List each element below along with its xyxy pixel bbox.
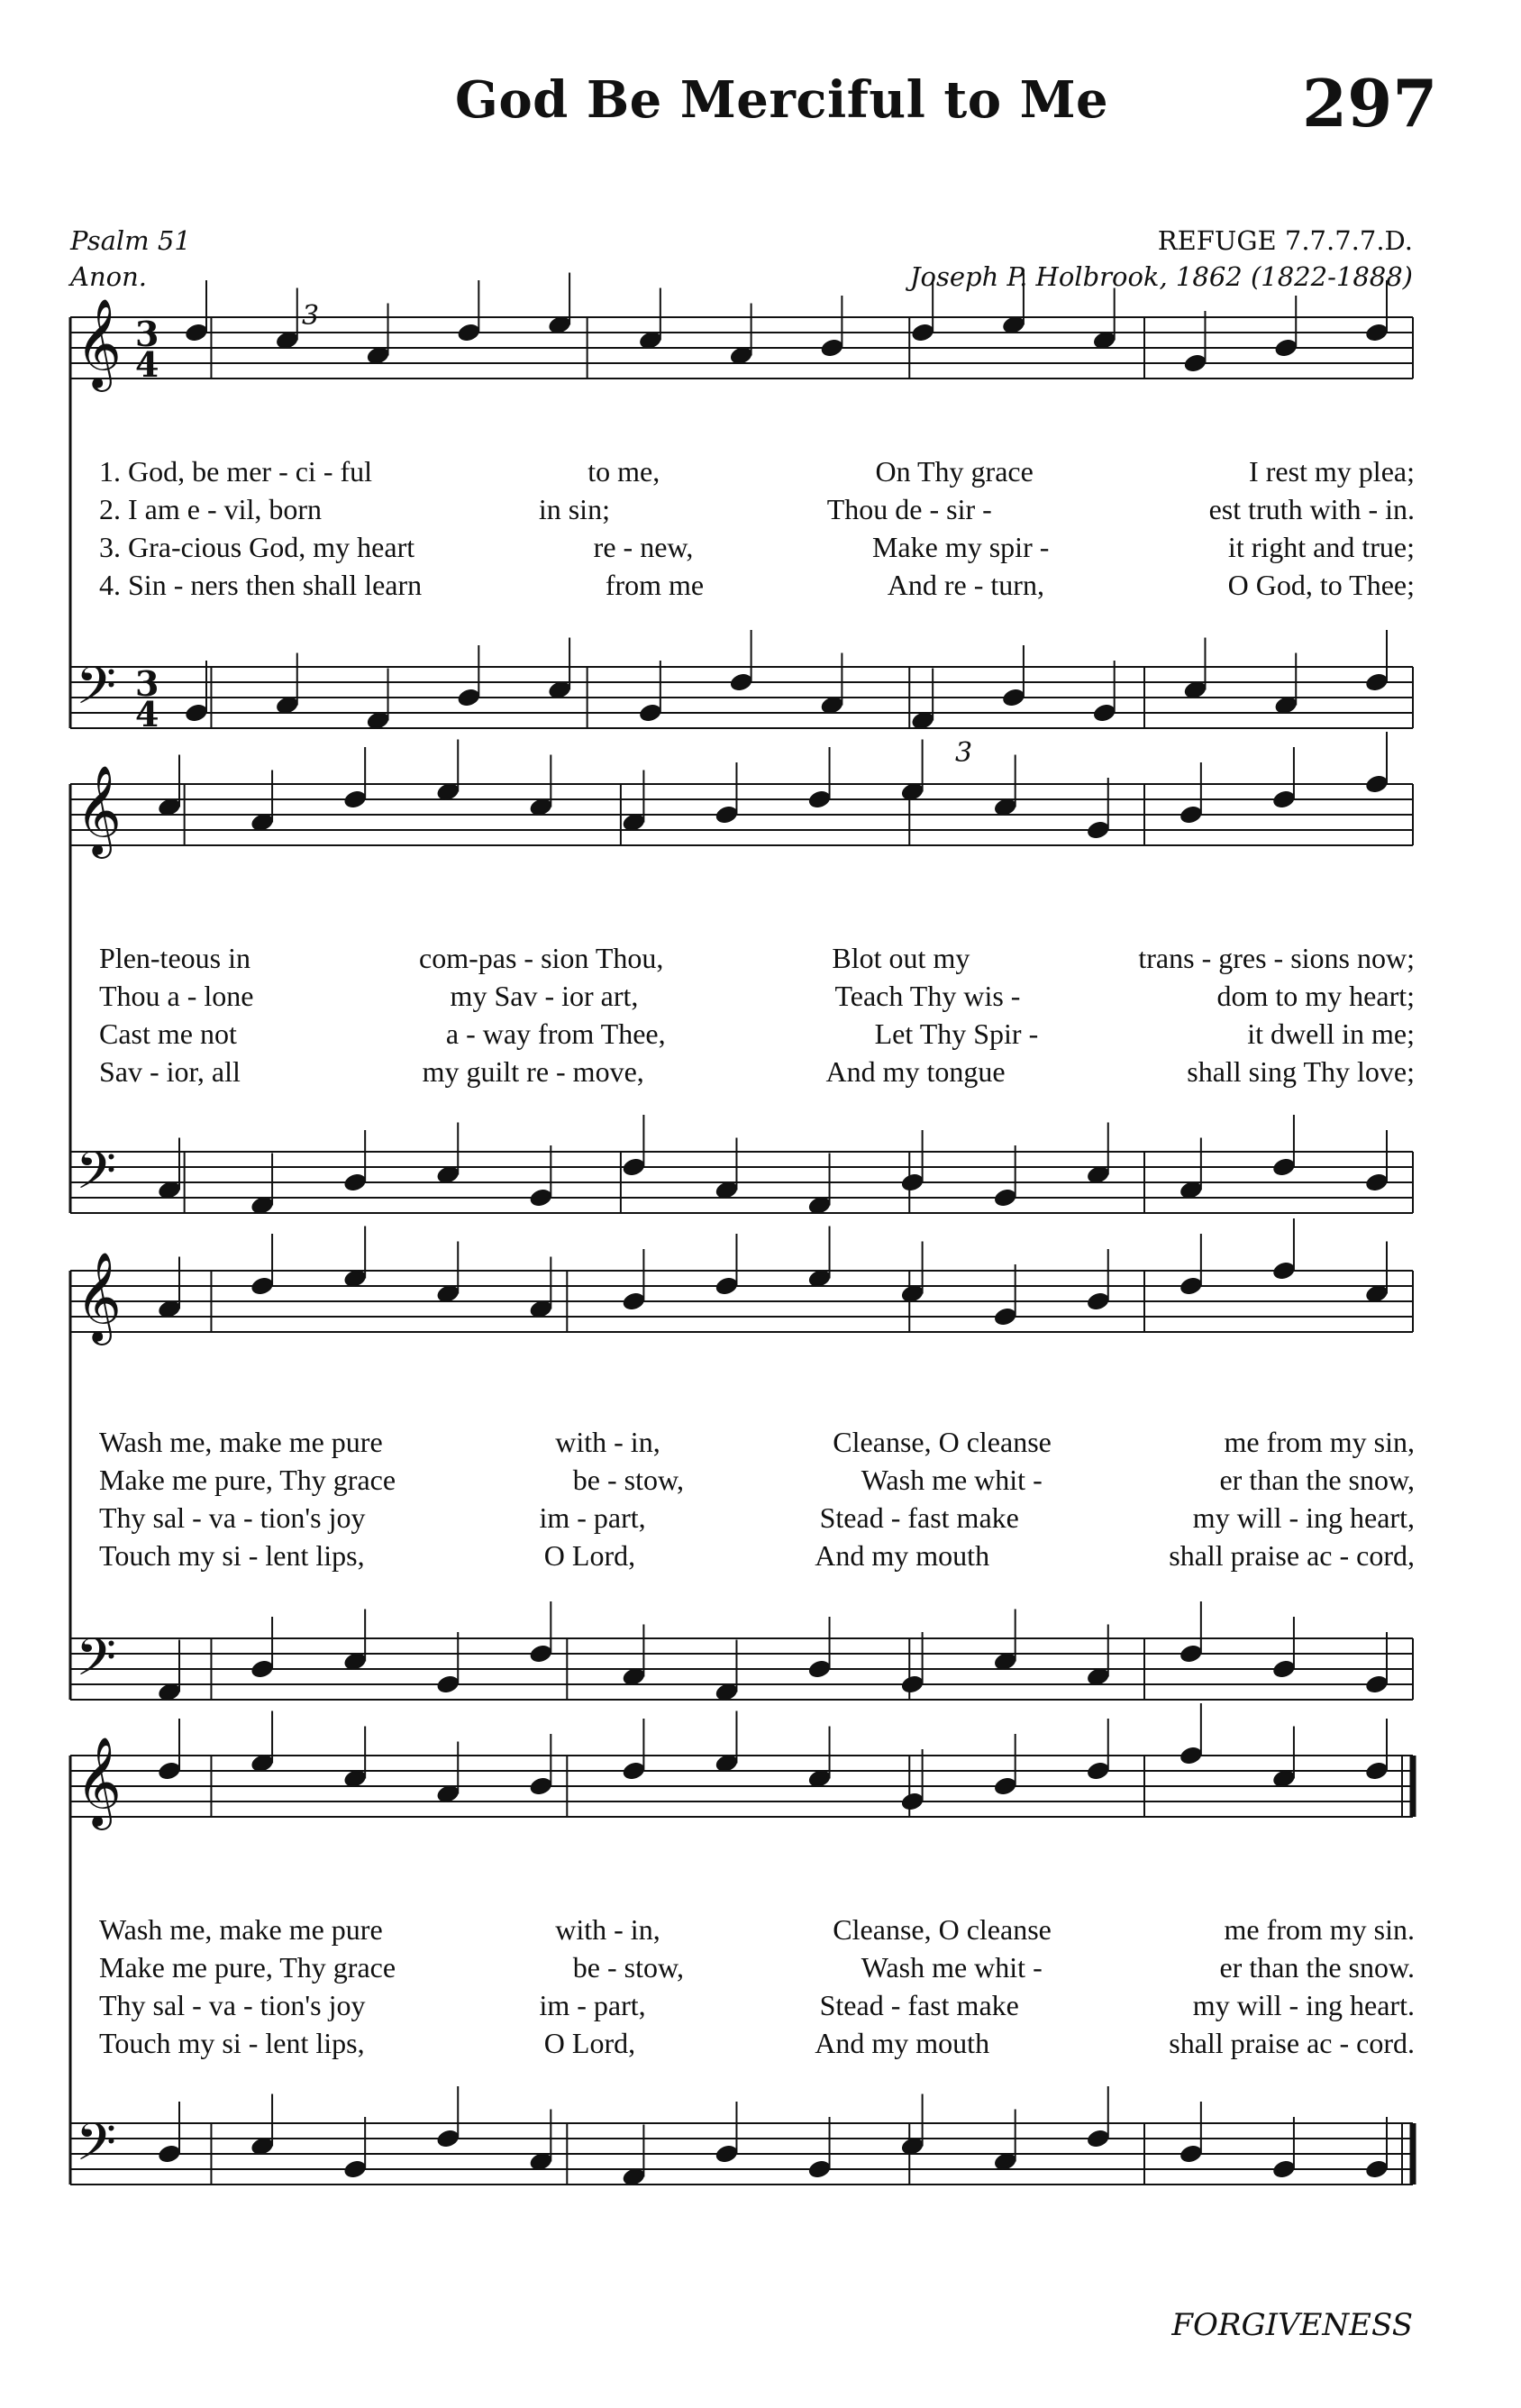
notehead bbox=[1364, 1760, 1389, 1782]
notehead bbox=[714, 804, 739, 825]
lyric-segment: O Lord, bbox=[543, 1539, 636, 1572]
lyric-segment: Thy sal - va - tion's joy bbox=[99, 1989, 366, 2021]
notehead bbox=[806, 789, 832, 810]
notehead bbox=[1271, 789, 1297, 810]
lyric-segment: trans - gres - sions now; bbox=[1138, 942, 1415, 974]
lyric-segment: Plen-teous in bbox=[99, 942, 250, 974]
lyric-line bbox=[99, 1913, 1415, 1947]
lyric-segment: from me bbox=[605, 569, 705, 601]
lyric-segment: I rest my plea; bbox=[1249, 455, 1415, 488]
notehead bbox=[342, 1172, 368, 1193]
notehead bbox=[1271, 1260, 1297, 1282]
text-source: Psalm 51 bbox=[70, 225, 191, 256]
lyric-segment: And my tongue bbox=[825, 1055, 1006, 1088]
lyric-segment: with - in, bbox=[555, 1426, 660, 1458]
notehead bbox=[342, 789, 368, 810]
notehead bbox=[1179, 804, 1204, 825]
lyric-segment: Teach Thy wis - bbox=[834, 980, 1021, 1012]
triplet-mark: 3 bbox=[302, 300, 320, 332]
lyric-segment: Stead - fast make bbox=[819, 1501, 1019, 1534]
lyric-line bbox=[99, 1539, 1415, 1573]
time-signature-bottom: 4 bbox=[135, 344, 159, 385]
notehead bbox=[1001, 687, 1026, 708]
notehead bbox=[714, 2143, 739, 2165]
notehead bbox=[184, 322, 209, 343]
time-signature-bottom: 4 bbox=[135, 694, 159, 734]
lyric-segment: dom to my heart; bbox=[1216, 980, 1415, 1012]
lyric-segment: Make my spir - bbox=[871, 531, 1050, 563]
notehead bbox=[528, 1643, 553, 1665]
lyric-segment: Blot out my bbox=[832, 942, 970, 974]
lyric-segment: Cast me not bbox=[99, 1017, 237, 1050]
notehead bbox=[1086, 1760, 1111, 1782]
lyric-segment: with - in, bbox=[555, 1913, 660, 1946]
lyric-segment: it dwell in me; bbox=[1247, 1017, 1415, 1050]
lyric-line bbox=[99, 1951, 1415, 1984]
lyric-segment: im - part, bbox=[539, 1501, 646, 1534]
notehead bbox=[1271, 2158, 1297, 2180]
lyric-line bbox=[99, 1426, 1415, 1459]
lyric-line bbox=[99, 942, 1415, 975]
notehead bbox=[1092, 702, 1117, 724]
composer: Joseph P. Holbrook, 1862 (1822-1888) bbox=[909, 261, 1413, 292]
lyric-segment: O God, to Thee; bbox=[1227, 569, 1415, 601]
notehead bbox=[1271, 1658, 1297, 1680]
treble-clef-icon: 𝄞 bbox=[76, 1737, 122, 1827]
lyric-segment: my will - ing heart. bbox=[1192, 1989, 1415, 2021]
notehead bbox=[1086, 819, 1111, 841]
lyric-segment: shall praise ac - cord, bbox=[1169, 1539, 1415, 1572]
tune-name: REFUGE 7.7.7.7.D. bbox=[1157, 225, 1413, 256]
notehead bbox=[435, 1674, 460, 1695]
lyric-segment: O Lord, bbox=[543, 2027, 636, 2059]
lyric-segment: Wash me whit - bbox=[861, 1464, 1043, 1496]
lyric-segment: Stead - fast make bbox=[819, 1989, 1019, 2021]
notehead bbox=[250, 1658, 275, 1680]
notehead bbox=[1273, 337, 1298, 359]
lyric-segment: Let Thy Spir - bbox=[874, 1017, 1039, 1050]
notehead bbox=[456, 322, 481, 343]
lyric-segment: shall praise ac - cord. bbox=[1169, 2027, 1415, 2059]
time-signature-top: 3 bbox=[135, 663, 159, 704]
notehead bbox=[899, 1791, 924, 1812]
lyric-line bbox=[99, 1989, 1415, 2022]
hymn-category: FORGIVENESS bbox=[1171, 2307, 1413, 2343]
hymn-title: God Be Merciful to Me bbox=[455, 70, 1109, 130]
notehead bbox=[1271, 1156, 1297, 1178]
lyric-segment: 3. Gra-cious God, my heart bbox=[99, 531, 415, 563]
notehead bbox=[993, 1306, 1018, 1327]
lyric-segment: me from my sin, bbox=[1224, 1426, 1415, 1458]
notehead bbox=[899, 1674, 924, 1695]
lyric-line bbox=[99, 531, 1415, 564]
hymn-number: 297 bbox=[1302, 65, 1438, 141]
notehead bbox=[1179, 2143, 1204, 2165]
notehead bbox=[1364, 671, 1389, 693]
time-signature-top: 3 bbox=[135, 314, 159, 354]
notehead bbox=[1364, 2158, 1389, 2180]
lyric-line bbox=[99, 1464, 1415, 1497]
lyric-segment: shall sing Thy love; bbox=[1187, 1055, 1415, 1088]
bass-clef-icon: 𝄢 bbox=[76, 1627, 117, 1701]
lyric-segment: me from my sin. bbox=[1224, 1913, 1415, 1946]
notehead bbox=[899, 1172, 924, 1193]
lyric-line bbox=[99, 1501, 1415, 1535]
notehead bbox=[910, 322, 935, 343]
notehead bbox=[993, 1775, 1018, 1797]
notehead bbox=[638, 702, 663, 724]
notehead bbox=[1364, 1172, 1389, 1193]
lyric-line bbox=[99, 493, 1415, 526]
lyric-line bbox=[99, 2027, 1415, 2060]
lyric-segment: Thy sal - va - tion's joy bbox=[99, 1501, 366, 1534]
notehead bbox=[621, 1291, 646, 1312]
lyric-segment: in sin; bbox=[538, 493, 610, 525]
lyric-segment: Make me pure, Thy grace bbox=[99, 1464, 396, 1496]
lyric-segment: be - stow, bbox=[572, 1951, 685, 1984]
treble-clef-icon: 𝄞 bbox=[76, 1252, 122, 1342]
notehead bbox=[528, 1775, 553, 1797]
treble-clef-icon: 𝄞 bbox=[76, 298, 122, 388]
notehead bbox=[435, 2128, 460, 2149]
lyric-line bbox=[99, 1055, 1415, 1089]
notehead bbox=[1179, 1745, 1204, 1766]
lyric-segment: my guilt re - move, bbox=[422, 1055, 644, 1088]
notehead bbox=[1364, 322, 1389, 343]
bass-clef-icon: 𝄢 bbox=[76, 655, 117, 729]
treble-clef-icon: 𝄞 bbox=[76, 765, 122, 855]
notehead bbox=[621, 1156, 646, 1178]
lyric-segment: Thou a - lone bbox=[99, 980, 254, 1012]
notehead bbox=[1179, 1275, 1204, 1297]
notehead bbox=[806, 1658, 832, 1680]
lyric-segment: be - stow, bbox=[572, 1464, 685, 1496]
notehead bbox=[184, 702, 209, 724]
lyric-segment: And my mouth bbox=[815, 1539, 990, 1572]
text-author: Anon. bbox=[70, 261, 147, 292]
lyric-segment: est truth with - in. bbox=[1208, 493, 1415, 525]
notehead bbox=[456, 687, 481, 708]
lyric-segment: Touch my si - lent lips, bbox=[99, 2027, 365, 2059]
notehead bbox=[1182, 352, 1207, 374]
lyric-segment: er than the snow. bbox=[1219, 1951, 1415, 1984]
notehead bbox=[1086, 1291, 1111, 1312]
notehead bbox=[342, 2158, 368, 2180]
notehead bbox=[714, 1275, 739, 1297]
lyric-line bbox=[99, 1017, 1415, 1051]
lyric-segment: And re - turn, bbox=[887, 569, 1044, 601]
notehead bbox=[157, 1760, 182, 1782]
notehead bbox=[806, 2158, 832, 2180]
notehead bbox=[1086, 2128, 1111, 2149]
lyric-segment: Thou de - sir - bbox=[826, 493, 992, 525]
triplet-mark: 3 bbox=[955, 737, 973, 769]
notehead bbox=[621, 1760, 646, 1782]
lyric-segment: 2. I am e - vil, born bbox=[99, 493, 323, 525]
notehead bbox=[528, 1187, 553, 1209]
notehead bbox=[819, 337, 844, 359]
lyric-segment: my Sav - ior art, bbox=[450, 980, 639, 1012]
lyric-segment: Wash me, make me pure bbox=[99, 1426, 383, 1458]
lyric-segment: 4. Sin - ners then shall learn bbox=[99, 569, 423, 601]
lyric-segment: it right and true; bbox=[1227, 531, 1415, 563]
notehead bbox=[250, 1275, 275, 1297]
lyric-segment: Make me pure, Thy grace bbox=[99, 1951, 396, 1984]
notehead bbox=[157, 2143, 182, 2165]
lyric-segment: Cleanse, O cleanse bbox=[833, 1913, 1052, 1946]
lyric-segment: 1. God, be mer - ci - ful bbox=[99, 455, 373, 488]
bass-clef-icon: 𝄢 bbox=[76, 1140, 117, 1214]
lyric-segment: im - part, bbox=[539, 1989, 646, 2021]
notehead bbox=[728, 671, 753, 693]
lyric-segment: my will - ing heart, bbox=[1192, 1501, 1415, 1534]
notehead bbox=[1364, 1674, 1389, 1695]
lyric-segment: Cleanse, O cleanse bbox=[833, 1426, 1052, 1458]
lyric-segment: On Thy grace bbox=[875, 455, 1034, 488]
lyric-segment: re - new, bbox=[593, 531, 694, 563]
lyric-segment: a - way from Thee, bbox=[445, 1017, 666, 1050]
lyric-segment: And my mouth bbox=[815, 2027, 990, 2059]
lyric-segment: to me, bbox=[587, 455, 660, 488]
lyric-segment: er than the snow, bbox=[1219, 1464, 1415, 1496]
lyric-segment: Sav - ior, all bbox=[99, 1055, 241, 1088]
lyric-line bbox=[99, 569, 1415, 602]
lyric-segment: Wash me, make me pure bbox=[99, 1913, 383, 1946]
notehead bbox=[993, 1187, 1018, 1209]
lyric-line bbox=[99, 980, 1415, 1013]
notehead bbox=[1364, 773, 1389, 795]
lyric-segment: Touch my si - lent lips, bbox=[99, 1539, 365, 1572]
notehead bbox=[1179, 1643, 1204, 1665]
lyric-segment: Wash me whit - bbox=[861, 1951, 1043, 1984]
bass-clef-icon: 𝄢 bbox=[76, 2112, 117, 2185]
lyric-line bbox=[99, 455, 1415, 488]
lyric-segment: com-pas - sion Thou, bbox=[419, 942, 664, 974]
